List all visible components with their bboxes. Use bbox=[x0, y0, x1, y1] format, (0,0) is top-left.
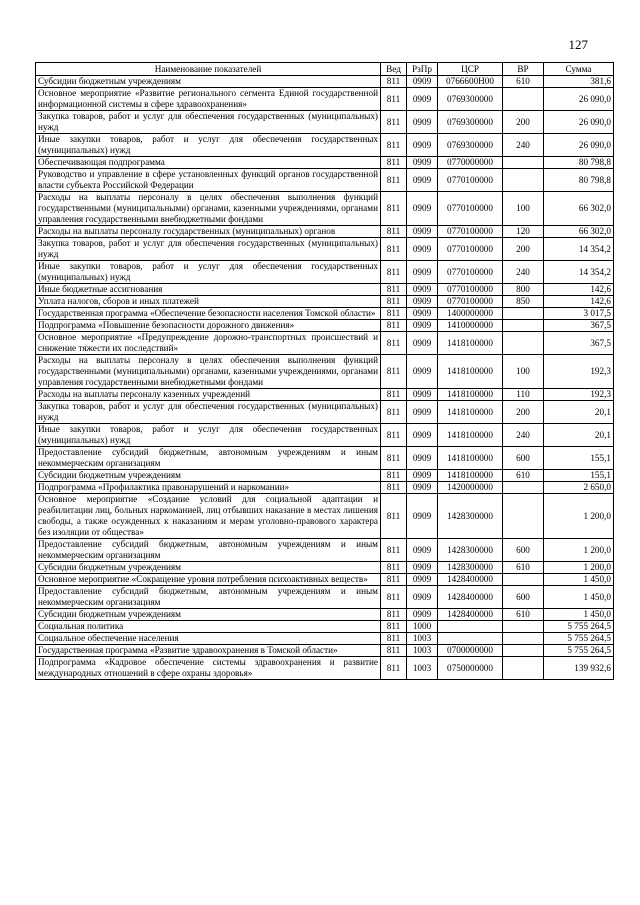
table-row bbox=[36, 88, 614, 111]
table-row bbox=[36, 320, 614, 332]
cell-ved: 811 bbox=[381, 633, 407, 645]
cell-vr: 610 bbox=[503, 562, 544, 574]
header-csr: ЦСР bbox=[438, 63, 503, 76]
cell-csr: 1418100000 bbox=[438, 447, 503, 470]
cell-csr: 1418100000 bbox=[438, 424, 503, 447]
cell-csr: 0770100000 bbox=[438, 192, 503, 226]
table-row bbox=[36, 633, 614, 645]
table-row bbox=[36, 296, 614, 308]
cell-ved: 811 bbox=[381, 308, 407, 320]
cell-vr: 240 bbox=[503, 134, 544, 157]
cell-ved: 811 bbox=[381, 574, 407, 586]
cell-ved: 811 bbox=[381, 401, 407, 424]
cell-vr bbox=[503, 494, 544, 539]
cell-sum: 1 450,0 bbox=[544, 609, 614, 621]
cell-ved: 811 bbox=[381, 355, 407, 389]
cell-name: Иные бюджетные ассигнования bbox=[36, 284, 381, 296]
cell-csr: 1418100000 bbox=[438, 332, 503, 355]
cell-csr: 1420000000 bbox=[438, 482, 503, 494]
table-row bbox=[36, 111, 614, 134]
cell-sum: 20,1 bbox=[544, 424, 614, 447]
cell-sum: 80 798,8 bbox=[544, 169, 614, 192]
cell-name: Субсидии бюджетным учреждениям bbox=[36, 470, 381, 482]
cell-vr: 600 bbox=[503, 539, 544, 562]
cell-csr: 0770100000 bbox=[438, 284, 503, 296]
cell-sum: 155,1 bbox=[544, 470, 614, 482]
cell-rzpr: 0909 bbox=[407, 226, 438, 238]
table-row bbox=[36, 308, 614, 320]
cell-rzpr: 0909 bbox=[407, 389, 438, 401]
cell-sum: 142,6 bbox=[544, 284, 614, 296]
cell-csr: 1428300000 bbox=[438, 494, 503, 539]
cell-rzpr: 0909 bbox=[407, 261, 438, 284]
cell-rzpr: 0909 bbox=[407, 539, 438, 562]
cell-rzpr: 0909 bbox=[407, 320, 438, 332]
cell-rzpr: 1000 bbox=[407, 621, 438, 633]
cell-csr: 1418100000 bbox=[438, 355, 503, 389]
cell-name: Социальное обеспечение населения bbox=[36, 633, 381, 645]
cell-sum: 5 755 264,5 bbox=[544, 621, 614, 633]
cell-csr: 0769300000 bbox=[438, 111, 503, 134]
cell-rzpr: 0909 bbox=[407, 470, 438, 482]
cell-rzpr: 1003 bbox=[407, 633, 438, 645]
table-row bbox=[36, 447, 614, 470]
cell-csr: 1418100000 bbox=[438, 470, 503, 482]
cell-name: Руководство и управление в сфере установленных функций органов государственной власти субъекта Российской Федерации bbox=[36, 169, 381, 192]
table-row bbox=[36, 562, 614, 574]
cell-csr: 1418100000 bbox=[438, 389, 503, 401]
table-row bbox=[36, 389, 614, 401]
cell-name: Подпрограмма «Повышение безопасности дорожного движения» bbox=[36, 320, 381, 332]
table-row bbox=[36, 470, 614, 482]
cell-rzpr: 0909 bbox=[407, 157, 438, 169]
table-row bbox=[36, 424, 614, 447]
cell-name: Предоставление субсидий бюджетным, автономным учреждениям и иным некоммерческим организациям bbox=[36, 586, 381, 609]
cell-rzpr: 0909 bbox=[407, 447, 438, 470]
table-row bbox=[36, 355, 614, 389]
table-row bbox=[36, 157, 614, 169]
table-row bbox=[36, 332, 614, 355]
cell-vr: 610 bbox=[503, 609, 544, 621]
table-row bbox=[36, 609, 614, 621]
cell-rzpr: 0909 bbox=[407, 562, 438, 574]
cell-name: Расходы на выплаты персоналу в целях обеспечения выполнения функций государственными (муниципальными) органами, казенными учреждениями, органами управления государственными внебюджетными фондами bbox=[36, 355, 381, 389]
budget-table bbox=[35, 62, 614, 680]
cell-name: Субсидии бюджетным учреждениям bbox=[36, 76, 381, 88]
cell-sum: 139 932,6 bbox=[544, 657, 614, 680]
table-row bbox=[36, 238, 614, 261]
cell-name: Государственная программа «Обеспечение безопасности населения Томской области» bbox=[36, 308, 381, 320]
cell-ved: 811 bbox=[381, 169, 407, 192]
cell-name: Основное мероприятие «Предупреждение дорожно-транспортных происшествий и снижение тяжести их последствий» bbox=[36, 332, 381, 355]
cell-rzpr: 0909 bbox=[407, 296, 438, 308]
table-row bbox=[36, 494, 614, 539]
table-row bbox=[36, 261, 614, 284]
cell-rzpr: 0909 bbox=[407, 111, 438, 134]
cell-rzpr: 1003 bbox=[407, 657, 438, 680]
page-number: 127 bbox=[568, 37, 588, 52]
table-header-row bbox=[36, 63, 614, 76]
cell-vr: 100 bbox=[503, 355, 544, 389]
cell-sum: 2 650,0 bbox=[544, 482, 614, 494]
cell-csr bbox=[438, 621, 503, 633]
cell-rzpr: 0909 bbox=[407, 609, 438, 621]
cell-ved: 811 bbox=[381, 609, 407, 621]
cell-csr: 0770100000 bbox=[438, 238, 503, 261]
table-row bbox=[36, 76, 614, 88]
cell-vr bbox=[503, 574, 544, 586]
cell-ved: 811 bbox=[381, 296, 407, 308]
cell-vr bbox=[503, 308, 544, 320]
table-row bbox=[36, 539, 614, 562]
cell-ved: 811 bbox=[381, 76, 407, 88]
cell-csr: 0770100000 bbox=[438, 169, 503, 192]
cell-csr: 0766600Н00 bbox=[438, 76, 503, 88]
cell-name: Расходы на выплаты персоналу в целях обеспечения выполнения функций государственными (муниципальными) органами, казенными учреждениями, органами управления государственными внебюджетными фондами bbox=[36, 192, 381, 226]
cell-rzpr: 0909 bbox=[407, 332, 438, 355]
cell-vr bbox=[503, 332, 544, 355]
cell-csr: 0750000000 bbox=[438, 657, 503, 680]
cell-ved: 811 bbox=[381, 238, 407, 261]
cell-vr: 200 bbox=[503, 238, 544, 261]
cell-ved: 811 bbox=[381, 134, 407, 157]
cell-sum: 381,6 bbox=[544, 76, 614, 88]
cell-csr: 0770100000 bbox=[438, 226, 503, 238]
cell-vr: 800 bbox=[503, 284, 544, 296]
cell-csr: 1428400000 bbox=[438, 609, 503, 621]
cell-rzpr: 0909 bbox=[407, 192, 438, 226]
cell-name: Расходы на выплаты персоналу государственных (муниципальных) органов bbox=[36, 226, 381, 238]
cell-sum: 1 200,0 bbox=[544, 539, 614, 562]
cell-sum: 192,3 bbox=[544, 389, 614, 401]
cell-sum: 367,5 bbox=[544, 320, 614, 332]
cell-csr: 1410000000 bbox=[438, 320, 503, 332]
cell-csr: 0770100000 bbox=[438, 296, 503, 308]
cell-vr: 600 bbox=[503, 586, 544, 609]
cell-vr bbox=[503, 157, 544, 169]
cell-csr: 0769300000 bbox=[438, 88, 503, 111]
cell-csr: 1428400000 bbox=[438, 586, 503, 609]
cell-vr: 200 bbox=[503, 401, 544, 424]
cell-sum: 1 450,0 bbox=[544, 586, 614, 609]
table-row bbox=[36, 586, 614, 609]
cell-vr: 200 bbox=[503, 111, 544, 134]
cell-rzpr: 0909 bbox=[407, 424, 438, 447]
cell-name: Иные закупки товаров, работ и услуг для обеспечения государственных (муниципальных) нужд bbox=[36, 424, 381, 447]
cell-sum: 1 450,0 bbox=[544, 574, 614, 586]
cell-csr: 0770100000 bbox=[438, 261, 503, 284]
cell-csr: 1400000000 bbox=[438, 308, 503, 320]
cell-name: Обеспечивающая подпрограмма bbox=[36, 157, 381, 169]
cell-vr bbox=[503, 482, 544, 494]
cell-rzpr: 0909 bbox=[407, 134, 438, 157]
cell-vr bbox=[503, 621, 544, 633]
cell-sum: 142,6 bbox=[544, 296, 614, 308]
table-row bbox=[36, 134, 614, 157]
cell-name: Закупка товаров, работ и услуг для обеспечения государственных (муниципальных) нужд bbox=[36, 111, 381, 134]
cell-vr bbox=[503, 88, 544, 111]
cell-rzpr: 0909 bbox=[407, 586, 438, 609]
cell-sum: 26 090,0 bbox=[544, 134, 614, 157]
cell-ved: 811 bbox=[381, 621, 407, 633]
cell-ved: 811 bbox=[381, 562, 407, 574]
header-name: Наименование показателей bbox=[36, 63, 381, 76]
cell-ved: 811 bbox=[381, 482, 407, 494]
cell-ved: 811 bbox=[381, 284, 407, 296]
cell-sum: 367,5 bbox=[544, 332, 614, 355]
cell-sum: 5 755 264,5 bbox=[544, 645, 614, 657]
cell-csr: 0770000000 bbox=[438, 157, 503, 169]
header-ved: Вед bbox=[381, 63, 407, 76]
table-row bbox=[36, 621, 614, 633]
cell-vr bbox=[503, 320, 544, 332]
cell-ved: 811 bbox=[381, 539, 407, 562]
cell-name: Иные закупки товаров, работ и услуг для обеспечения государственных (муниципальных) нужд bbox=[36, 261, 381, 284]
header-vr: ВР bbox=[503, 63, 544, 76]
table-row bbox=[36, 574, 614, 586]
cell-csr: 1428300000 bbox=[438, 562, 503, 574]
cell-name: Субсидии бюджетным учреждениям bbox=[36, 562, 381, 574]
table-row bbox=[36, 284, 614, 296]
cell-rzpr: 0909 bbox=[407, 574, 438, 586]
cell-name: Подпрограмма «Профилактика правонарушений и наркомании» bbox=[36, 482, 381, 494]
cell-sum: 192,3 bbox=[544, 355, 614, 389]
table-row bbox=[36, 645, 614, 657]
cell-rzpr: 0909 bbox=[407, 494, 438, 539]
cell-name: Предоставление субсидий бюджетным, автономным учреждениям и иным некоммерческим организациям bbox=[36, 447, 381, 470]
cell-ved: 811 bbox=[381, 320, 407, 332]
cell-vr: 240 bbox=[503, 261, 544, 284]
cell-vr: 850 bbox=[503, 296, 544, 308]
cell-ved: 811 bbox=[381, 88, 407, 111]
cell-sum: 5 755 264,5 bbox=[544, 633, 614, 645]
cell-csr: 0700000000 bbox=[438, 645, 503, 657]
table-row bbox=[36, 657, 614, 680]
header-rzpr: РзПр bbox=[407, 63, 438, 76]
cell-name: Подпрограмма «Кадровое обеспечение системы здравоохранения и развитие международных отношений в сфере охраны здоровья» bbox=[36, 657, 381, 680]
cell-sum: 3 017,5 bbox=[544, 308, 614, 320]
cell-vr: 610 bbox=[503, 470, 544, 482]
cell-ved: 811 bbox=[381, 226, 407, 238]
cell-name: Основное мероприятие «Развитие регионального сегмента Единой государственной информационной системы в сфере здравоохранения» bbox=[36, 88, 381, 111]
cell-vr: 120 bbox=[503, 226, 544, 238]
cell-ved: 811 bbox=[381, 657, 407, 680]
cell-vr bbox=[503, 645, 544, 657]
cell-name: Расходы на выплаты персоналу казенных учреждений bbox=[36, 389, 381, 401]
cell-rzpr: 0909 bbox=[407, 482, 438, 494]
cell-sum: 20,1 bbox=[544, 401, 614, 424]
header-sum: Сумма bbox=[544, 63, 614, 76]
table-row bbox=[36, 401, 614, 424]
cell-name: Уплата налогов, сборов и иных платежей bbox=[36, 296, 381, 308]
table-row bbox=[36, 192, 614, 226]
cell-name: Предоставление субсидий бюджетным, автономным учреждениям и иным некоммерческим организациям bbox=[36, 539, 381, 562]
cell-ved: 811 bbox=[381, 447, 407, 470]
cell-sum: 26 090,0 bbox=[544, 111, 614, 134]
cell-rzpr: 0909 bbox=[407, 308, 438, 320]
cell-ved: 811 bbox=[381, 424, 407, 447]
cell-ved: 811 bbox=[381, 586, 407, 609]
cell-rzpr: 0909 bbox=[407, 169, 438, 192]
cell-rzpr: 0909 bbox=[407, 355, 438, 389]
cell-sum: 26 090,0 bbox=[544, 88, 614, 111]
cell-ved: 811 bbox=[381, 332, 407, 355]
table-row bbox=[36, 482, 614, 494]
cell-sum: 80 798,8 bbox=[544, 157, 614, 169]
cell-vr bbox=[503, 657, 544, 680]
cell-name: Закупка товаров, работ и услуг для обеспечения государственных (муниципальных) нужд bbox=[36, 401, 381, 424]
cell-ved: 811 bbox=[381, 470, 407, 482]
cell-ved: 811 bbox=[381, 494, 407, 539]
cell-rzpr: 1003 bbox=[407, 645, 438, 657]
cell-name: Закупка товаров, работ и услуг для обеспечения государственных (муниципальных) нужд bbox=[36, 238, 381, 261]
cell-vr bbox=[503, 169, 544, 192]
cell-name: Субсидии бюджетным учреждениям bbox=[36, 609, 381, 621]
cell-ved: 811 bbox=[381, 111, 407, 134]
cell-name: Иные закупки товаров, работ и услуг для обеспечения государственных (муниципальных) нужд bbox=[36, 134, 381, 157]
cell-name: Основное мероприятие «Сокращение уровня потребления психоактивных веществ» bbox=[36, 574, 381, 586]
cell-vr: 240 bbox=[503, 424, 544, 447]
cell-csr: 1428400000 bbox=[438, 574, 503, 586]
cell-name: Государственная программа «Развитие здравоохранения в Томской области» bbox=[36, 645, 381, 657]
table-body bbox=[36, 76, 614, 680]
cell-rzpr: 0909 bbox=[407, 284, 438, 296]
cell-name: Социальная политика bbox=[36, 621, 381, 633]
cell-csr bbox=[438, 633, 503, 645]
cell-vr: 610 bbox=[503, 76, 544, 88]
cell-ved: 811 bbox=[381, 645, 407, 657]
table-row bbox=[36, 169, 614, 192]
cell-csr: 0769300000 bbox=[438, 134, 503, 157]
cell-sum: 66 302,0 bbox=[544, 226, 614, 238]
cell-rzpr: 0909 bbox=[407, 238, 438, 261]
cell-sum: 1 200,0 bbox=[544, 562, 614, 574]
cell-vr bbox=[503, 633, 544, 645]
cell-sum: 1 200,0 bbox=[544, 494, 614, 539]
cell-rzpr: 0909 bbox=[407, 76, 438, 88]
cell-sum: 66 302,0 bbox=[544, 192, 614, 226]
cell-vr: 100 bbox=[503, 192, 544, 226]
cell-ved: 811 bbox=[381, 192, 407, 226]
cell-vr: 600 bbox=[503, 447, 544, 470]
cell-ved: 811 bbox=[381, 157, 407, 169]
cell-ved: 811 bbox=[381, 389, 407, 401]
cell-csr: 1418100000 bbox=[438, 401, 503, 424]
cell-name: Основное мероприятие «Создание условий для социальной адаптации и реабилитации лиц, больных наркоманией, лиц отбывших наказание в местах лишения свободы, а также осужденных к наказаниям и мерам уголовно-правового характера без изоляции от общества» bbox=[36, 494, 381, 539]
cell-rzpr: 0909 bbox=[407, 88, 438, 111]
cell-rzpr: 0909 bbox=[407, 401, 438, 424]
cell-csr: 1428300000 bbox=[438, 539, 503, 562]
cell-ved: 811 bbox=[381, 261, 407, 284]
cell-sum: 14 354,2 bbox=[544, 261, 614, 284]
cell-vr: 110 bbox=[503, 389, 544, 401]
cell-sum: 14 354,2 bbox=[544, 238, 614, 261]
cell-sum: 155,1 bbox=[544, 447, 614, 470]
table-row bbox=[36, 226, 614, 238]
